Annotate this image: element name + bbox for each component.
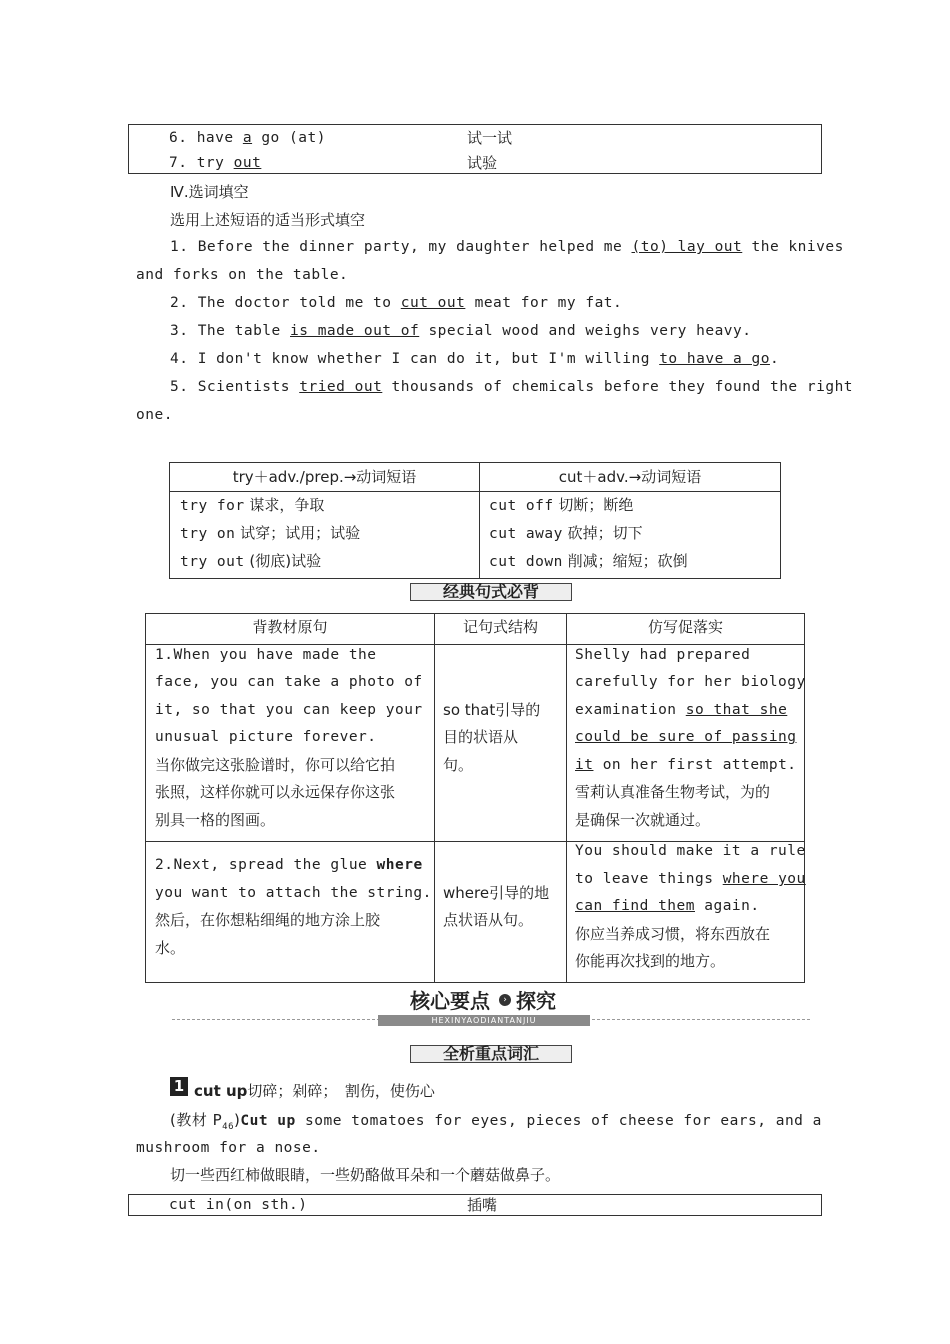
question-text: the knives bbox=[751, 239, 844, 255]
core-section-title bbox=[400, 988, 570, 1014]
column-divider bbox=[566, 614, 567, 982]
phrase-en: cut in(on sth.) bbox=[169, 1197, 308, 1213]
phrase-en: try for bbox=[180, 498, 245, 514]
vocab-source-cont: mushroom for a nose. bbox=[136, 1140, 321, 1156]
table-cell-line: 你能再次找到的地方。 bbox=[575, 952, 726, 970]
vocab-meaning: 切碎；剁碎； 割伤，使伤心 bbox=[247, 1082, 435, 1100]
question-1 bbox=[170, 239, 844, 255]
answer-blank: to have a go bbox=[659, 351, 770, 367]
question-text: meat for my fat. bbox=[474, 295, 623, 311]
phrase-list-box bbox=[128, 124, 822, 174]
phrase-underlined: out bbox=[233, 155, 262, 171]
table-cell-line: 当你做完这张脸谱时，你可以给它拍 bbox=[155, 756, 396, 774]
cell-text: it, so that you can keep your bbox=[155, 702, 423, 718]
core-title-text: 核心要点 bbox=[410, 989, 490, 1013]
table-cell-line: where引导的地 bbox=[443, 884, 550, 902]
table-cell-line bbox=[575, 893, 760, 921]
chevron-right-icon: › bbox=[499, 994, 511, 1006]
banner-title: 经典句式必背 bbox=[442, 582, 539, 601]
column-header: 记句式结构 bbox=[462, 618, 538, 636]
phrase-cn: 试穿；试用；试验 bbox=[240, 524, 361, 542]
question-text: 4. I don't know whether I can do it, but I'm willing bbox=[170, 351, 650, 367]
phrase-row-6 bbox=[169, 125, 326, 151]
question-1-cont: and forks on the table. bbox=[136, 267, 349, 283]
table-cell-line: 雪莉认真准备生物考试，为的 bbox=[575, 783, 771, 801]
phrase-cn: (彻底)试验 bbox=[249, 552, 322, 570]
cell-text: on her first attempt. bbox=[602, 757, 797, 773]
cell-text: 2.Next, spread the glue bbox=[155, 857, 368, 873]
phrase-part: try bbox=[196, 155, 225, 171]
bottom-phrase-box bbox=[128, 1194, 822, 1216]
core-subtitle-bar bbox=[378, 1015, 590, 1026]
table-cell-line: 别具一格的图画。 bbox=[155, 811, 276, 829]
table-cell-line: 目的状语从 bbox=[443, 728, 519, 746]
table-cell-line: 是确保一次就通过。 bbox=[575, 811, 711, 829]
core-subtitle: HEXINYAODIANTANJIU bbox=[431, 1016, 537, 1025]
phrase-part: have bbox=[196, 130, 234, 146]
phrase-cn: 切断；断绝 bbox=[558, 496, 634, 514]
phrase-en: try out bbox=[180, 554, 245, 570]
source-label: ) bbox=[234, 1111, 241, 1129]
phrase-cn: 削减；缩短；砍倒 bbox=[567, 552, 688, 570]
sentence-table bbox=[145, 613, 805, 983]
table-cell-line bbox=[155, 697, 423, 725]
section-banner bbox=[410, 1043, 572, 1065]
question-text: 2. The doctor told me to bbox=[170, 295, 392, 311]
vocab-headword bbox=[194, 1081, 435, 1101]
question-3 bbox=[170, 323, 752, 339]
table-cell-line bbox=[575, 752, 797, 780]
table-cell-line: Shelly had prepared bbox=[575, 647, 751, 663]
table-cell-line bbox=[155, 852, 423, 880]
vocab-source-sentence bbox=[170, 1110, 822, 1137]
cell-text: to leave things bbox=[575, 871, 714, 887]
table-cell-line: carefully for her biology bbox=[575, 674, 806, 690]
phrase-meaning: 试验 bbox=[467, 154, 498, 172]
phrase-en: cut off bbox=[489, 498, 554, 514]
table-cell-line: so that引导的 bbox=[443, 701, 541, 719]
section-banner bbox=[410, 581, 572, 603]
answer-blank: is made out of bbox=[290, 323, 420, 339]
table-cell-line: You should make it a rule bbox=[575, 843, 806, 859]
banner-title: 全析重点词汇 bbox=[442, 1044, 539, 1063]
phrase-row-7 bbox=[169, 150, 261, 176]
vocab-number-badge: 1 bbox=[170, 1077, 188, 1096]
row-number: 7. bbox=[169, 155, 188, 171]
row-number: 6. bbox=[169, 130, 188, 146]
list-item bbox=[180, 491, 324, 520]
phrase-meaning: 试一试 bbox=[467, 129, 513, 147]
table-cell-line: unusual picture forever. bbox=[155, 729, 377, 745]
vocab-translation: 切一些西红柿做眼睛，一些奶酪做耳朵和一个蘑菇做鼻子。 bbox=[170, 1166, 561, 1184]
table-cell-line: 1.When you have made the bbox=[155, 647, 377, 663]
column-divider bbox=[434, 614, 435, 982]
question-text: 1. Before the dinner party, my daughter helped me bbox=[170, 239, 623, 255]
question-text: 3. The table bbox=[170, 323, 281, 339]
column-header: 背教材原句 bbox=[252, 618, 328, 636]
header-cut: cut＋adv.→动词短语 bbox=[558, 468, 702, 486]
question-text: 5. Scientists bbox=[170, 379, 290, 395]
question-text: special wood and weighs very heavy. bbox=[428, 323, 752, 339]
table-cell-line: 句。 bbox=[443, 756, 474, 774]
phrase-cn: 插嘴 bbox=[467, 1196, 498, 1214]
core-title-text: 探究 bbox=[516, 989, 556, 1013]
question-2 bbox=[170, 295, 622, 311]
answer-blank: tried out bbox=[299, 379, 383, 395]
table-cell-line bbox=[575, 697, 787, 725]
phrase-comparison-table bbox=[169, 462, 781, 579]
phrase-en: cut down bbox=[489, 554, 563, 570]
question-5-cont: one. bbox=[136, 407, 173, 423]
section-heading: Ⅳ.选词填空 bbox=[170, 183, 249, 201]
source-label: (教材 P bbox=[170, 1111, 223, 1129]
list-item bbox=[489, 547, 688, 576]
answer-blank: so that she bbox=[685, 702, 788, 718]
table-cell-line bbox=[575, 866, 806, 894]
table-cell-line: 点状语从句。 bbox=[443, 911, 534, 929]
question-text: . bbox=[769, 351, 780, 367]
table-cell-line: 张照，这样你就可以永远保存你这张 bbox=[155, 783, 396, 801]
vocab-bold: Cut up bbox=[240, 1113, 296, 1129]
column-header: 仿写促落实 bbox=[647, 618, 723, 636]
question-text: thousands of chemicals before they found the right bbox=[391, 379, 854, 395]
question-4 bbox=[170, 351, 779, 367]
vocab-word: cut up bbox=[194, 1082, 248, 1100]
list-item bbox=[180, 519, 360, 548]
answer-blank: it bbox=[575, 757, 594, 773]
list-item bbox=[180, 547, 321, 576]
phrase-en: try on bbox=[180, 526, 236, 542]
table-cell-line: face, you can take a photo of bbox=[155, 674, 423, 690]
answer-blank: can find them bbox=[575, 898, 695, 914]
cell-text: examination bbox=[575, 702, 677, 718]
source-page: 46 bbox=[222, 1121, 235, 1132]
table-cell-line: 你应当养成习惯，将东西放在 bbox=[575, 925, 771, 943]
cell-bold-text: where bbox=[376, 857, 423, 873]
answer-blank: could be sure of passing bbox=[575, 729, 797, 745]
table-cell-line: you want to attach the string. bbox=[155, 885, 432, 901]
header-try: try＋adv./prep.→动词短语 bbox=[232, 468, 417, 486]
list-item bbox=[489, 491, 633, 520]
phrase-underlined: a bbox=[242, 130, 253, 146]
table-cell-line: 水。 bbox=[155, 939, 186, 957]
cell-text: again. bbox=[704, 898, 760, 914]
phrase-cn: 砍掉；切下 bbox=[567, 524, 643, 542]
question-5 bbox=[170, 379, 853, 395]
table-cell-line: 然后，在你想粘细绳的地方涂上胶 bbox=[155, 911, 381, 929]
phrase-en: cut away bbox=[489, 526, 563, 542]
answer-blank: (to) lay out bbox=[631, 239, 743, 255]
phrase-cn: 谋求，争取 bbox=[249, 496, 325, 514]
section-instruction: 选用上述短语的适当形式填空 bbox=[170, 211, 366, 229]
answer-blank: where you bbox=[722, 871, 806, 887]
answer-blank: cut out bbox=[400, 295, 466, 311]
sentence-text: some tomatoes for eyes, pieces of cheese for ears, and a bbox=[305, 1113, 822, 1129]
list-item bbox=[489, 519, 643, 548]
phrase-part: go (at) bbox=[261, 130, 326, 146]
